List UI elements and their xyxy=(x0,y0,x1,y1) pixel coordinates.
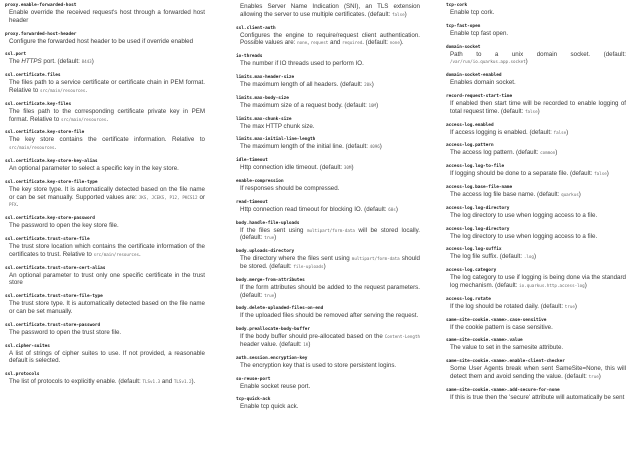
config-description xyxy=(240,143,420,151)
config-description xyxy=(450,365,626,381)
description-text: Enable override the received request's host through a forwarded host header xyxy=(9,9,205,24)
description-text: ) xyxy=(376,101,379,109)
config-description xyxy=(240,81,420,89)
description-text: An optional parameter to trust only one specific certificate in the trust store xyxy=(9,271,205,287)
config-description xyxy=(240,3,420,19)
config-entry xyxy=(446,24,626,38)
config-description xyxy=(450,51,626,67)
config-entry xyxy=(5,52,205,66)
config-entry xyxy=(446,73,626,87)
config-key: proxy.enable-forwarded-host xyxy=(5,3,77,8)
config-entry xyxy=(236,54,420,68)
config-key: access-log.category xyxy=(446,268,497,274)
description-text: If the form attributes should be added to the request parameters. (default: xyxy=(240,283,420,299)
description-text: If the log should be rotated daily. (default: xyxy=(450,302,565,310)
description-text: Path to a unix domain socket. (default: xyxy=(450,50,626,58)
description-text: The log directory to use when logging access to a file. xyxy=(450,232,598,240)
description-text: ) xyxy=(371,80,374,88)
config-entry xyxy=(446,359,626,381)
config-description xyxy=(240,102,420,110)
config-key: ssl.protocols xyxy=(5,372,40,378)
description-text: Http connection idle timeout. (default: xyxy=(240,164,344,172)
config-entry xyxy=(236,356,420,370)
config-description xyxy=(9,350,205,366)
config-description xyxy=(240,255,420,271)
description-text: The access log file base name. (default: xyxy=(450,190,562,198)
config-entry xyxy=(5,216,205,230)
description-text: . xyxy=(54,144,57,152)
config-entry xyxy=(236,397,420,411)
description-text: ) xyxy=(606,170,609,178)
config-description xyxy=(9,79,205,95)
inline-code: false xyxy=(524,108,538,114)
inline-code: TLSv1.2 xyxy=(173,379,192,385)
config-entry xyxy=(5,372,205,386)
description-text: . xyxy=(16,201,19,209)
description-text: . (default: xyxy=(362,39,390,47)
config-key: limits.max-chunk-size xyxy=(236,116,292,122)
config-entry xyxy=(5,323,205,337)
inline-code: src/main/resources xyxy=(39,87,86,93)
config-entry xyxy=(5,237,205,259)
description-text: will be stored locally. (default: xyxy=(240,226,420,242)
config-entry xyxy=(236,137,420,151)
description-text: ) xyxy=(598,372,601,380)
config-description xyxy=(240,185,420,193)
description-text: If enabled then start time will be recorded to enable logging of total request time. (default: xyxy=(450,99,626,115)
config-description xyxy=(9,329,205,337)
config-key: ssl.certificate.key-store-file-type xyxy=(5,179,98,185)
config-entry xyxy=(236,117,420,131)
config-description xyxy=(9,136,205,152)
config-description xyxy=(450,129,626,137)
config-entry xyxy=(236,306,420,320)
inline-code: none xyxy=(297,40,308,46)
config-description xyxy=(450,344,626,352)
inline-code: common xyxy=(540,150,556,156)
description-text: The log file suffix. (default: xyxy=(450,253,524,261)
config-entry xyxy=(446,297,626,311)
config-description xyxy=(450,170,626,178)
config-description xyxy=(450,30,626,38)
config-entry xyxy=(446,123,626,137)
config-entry xyxy=(5,32,205,46)
description-text: If the files sent using xyxy=(240,226,307,234)
config-key: access-log.enabled xyxy=(446,122,494,128)
config-entry xyxy=(446,338,626,352)
config-description xyxy=(240,123,420,131)
config-key: idle-timeout xyxy=(236,158,268,164)
config-entry xyxy=(446,388,626,402)
config-key: ssl.client-auth xyxy=(236,25,276,31)
description-text: The number if IO threads used to perform IO. xyxy=(240,60,364,68)
description-text: . xyxy=(139,250,141,258)
config-description xyxy=(240,383,420,391)
inline-code: quarkus xyxy=(561,191,579,197)
config-entry xyxy=(446,268,626,290)
description-text: The password to open the key store file. xyxy=(9,222,119,230)
config-key: tcp-fast-open xyxy=(446,23,481,29)
config-key: limits.max-body-size xyxy=(236,95,289,101)
description-text: The log category to use if logging is being done via the standard log mechanism. (default: xyxy=(450,274,626,289)
inline-code: 20k xyxy=(364,81,372,87)
description-text: ) xyxy=(379,143,382,151)
description-text: or xyxy=(197,193,205,201)
config-key: ssl.certificate.key-files xyxy=(5,101,72,107)
description-text: The log directory to use when logging access to a file. xyxy=(450,211,598,219)
config-description xyxy=(9,9,205,25)
config-key: ssl.cipher-suites xyxy=(5,343,50,349)
config-key: ssl.certificate.trust-store-cert-alias xyxy=(5,265,106,271)
inline-code: 4096 xyxy=(369,144,380,150)
description-text: The access log pattern. (default: xyxy=(450,149,541,157)
inline-code: file-uploads xyxy=(293,263,324,269)
description-text: The max HTTP chunk size. xyxy=(240,122,315,130)
config-key: auth.session.encryption-key xyxy=(236,355,308,361)
description-text: A list of strings of cipher suites to use. If not provided, a reasonable default is selected. xyxy=(9,349,205,365)
config-entry xyxy=(5,159,205,173)
config-key: limits.max-header-size xyxy=(236,74,295,80)
config-entry xyxy=(236,3,420,19)
inline-code: 1K xyxy=(303,341,309,347)
description-text: Enable tcp fast open. xyxy=(450,29,509,37)
config-entry xyxy=(236,26,420,48)
config-key: body.merge-from-attributes xyxy=(236,277,305,283)
description-text: ) xyxy=(584,281,587,289)
inline-code: true xyxy=(264,235,275,241)
config-entry xyxy=(5,266,205,288)
config-description xyxy=(240,312,420,320)
config-entry xyxy=(446,94,626,116)
config-description xyxy=(450,303,626,311)
inline-code: 10M xyxy=(368,102,377,108)
config-description xyxy=(9,38,205,46)
description-text: The trust store type. It is automatically detected based on the file name or can be set manually. xyxy=(9,300,205,315)
description-text: . xyxy=(106,115,109,123)
config-entry xyxy=(5,180,205,209)
inline-code: TLSv1.3 xyxy=(142,379,161,385)
description-text: The maximum length of all headers. (default: xyxy=(240,80,365,88)
config-description xyxy=(450,324,626,332)
inline-code: 30M xyxy=(343,165,352,171)
description-text: Configures the engine to require/request client authentication. Possible values are: xyxy=(240,31,420,47)
config-key: tcp-quick-ack xyxy=(236,397,271,403)
inline-code: false xyxy=(553,129,567,135)
inline-code: multipart/form-data xyxy=(351,256,400,262)
inline-code: false xyxy=(594,171,607,177)
inline-code: true xyxy=(588,373,599,379)
inline-code: true xyxy=(564,303,575,309)
description-text: ) xyxy=(525,58,528,66)
config-key: ssl.certificate.key-store-password xyxy=(5,216,95,222)
description-text: and xyxy=(328,39,343,47)
config-key: ssl.certificate.trust-store-file-type xyxy=(5,294,103,300)
config-description xyxy=(450,253,626,261)
description-text: should be stored. (default: xyxy=(240,255,421,270)
config-entry xyxy=(236,179,420,193)
inline-code: src/main/resources xyxy=(9,145,55,151)
description-text: The list of protocols to explicitly enable. (default: xyxy=(9,378,143,386)
config-entry xyxy=(236,221,420,243)
config-description xyxy=(450,149,626,157)
description-text: If this is true then the 'secure' attribute will automatically be sent xyxy=(450,393,625,401)
config-entry xyxy=(236,377,420,391)
config-description xyxy=(240,164,420,172)
config-key: ssl.certificate.trust-store-file xyxy=(5,236,90,242)
config-key: same-site-cookie.<name>.add-secure-for-none xyxy=(446,387,560,393)
config-key: limits.max-initial-line-length xyxy=(236,137,316,143)
description-text: Some User Agents break when sent SameSite=None, this will detect them and avoid sending the value. (default: xyxy=(450,365,626,380)
config-entry xyxy=(5,102,205,124)
description-text: ) xyxy=(395,205,398,213)
config-entry xyxy=(236,158,420,172)
description-text: ) xyxy=(274,291,277,299)
description-text: ) xyxy=(274,234,277,242)
description-text: Http connection read timeout for blocking IO. (default: xyxy=(240,205,389,213)
description-text: An optional parameter to select a specific key in the key store. xyxy=(9,164,179,172)
description-text: ) xyxy=(351,164,354,172)
config-key: proxy.forwarded-host-header xyxy=(5,31,77,37)
column-left xyxy=(5,3,205,393)
inline-code: .log xyxy=(523,254,534,260)
inline-code: Content-Length xyxy=(384,334,420,340)
description-text: The files path to the corresponding certificate private key in PEM format. Relative to xyxy=(9,107,205,123)
description-text: ) xyxy=(533,253,536,261)
config-key: ssl.certificate.files xyxy=(5,73,61,79)
config-key: body.delete-uploaded-files-on-end xyxy=(236,306,324,312)
config-description xyxy=(240,227,420,243)
config-entry xyxy=(446,247,626,261)
config-key: domain-socket-enabled xyxy=(446,73,502,79)
inline-code: src/main/resources xyxy=(60,116,107,122)
description-text: If the cookie pattern is case sensitive. xyxy=(450,323,553,331)
description-text: , xyxy=(307,39,311,47)
config-description xyxy=(9,272,205,288)
description-text: Enable tcp cork. xyxy=(450,9,495,16)
config-description xyxy=(450,212,626,220)
inline-code: PFX xyxy=(9,202,17,208)
config-description xyxy=(9,378,205,386)
config-entry xyxy=(236,249,420,271)
column-right xyxy=(446,3,626,409)
description-text: If access logging is enabled. (default: xyxy=(450,128,554,136)
config-entry xyxy=(446,185,626,199)
inline-code: io.quarkus.http.access-log xyxy=(519,282,585,288)
config-key: body.preallocate-body-buffer xyxy=(236,327,311,333)
inline-code: multipart/form-data xyxy=(306,227,355,233)
description-text: The value to set in the samesite attribute. xyxy=(450,344,564,352)
config-description xyxy=(9,186,205,209)
config-entry xyxy=(5,3,205,25)
description-text: ) xyxy=(91,58,94,66)
description-text: If responses should be compressed. xyxy=(240,184,340,192)
description-text: ) xyxy=(566,128,569,136)
description-text: ) xyxy=(555,149,558,157)
config-key: enable-compression xyxy=(236,178,284,184)
description-text: Enable socket reuse port. xyxy=(240,382,311,390)
config-key: access-log.pattern xyxy=(446,143,494,149)
config-description xyxy=(450,233,626,241)
inline-code: request xyxy=(310,40,329,46)
config-entry xyxy=(446,164,626,178)
config-entry xyxy=(236,75,420,89)
description-text: The xyxy=(9,58,22,66)
inline-code: false xyxy=(392,11,405,17)
description-text: The key store contains the certificate information. Relative to xyxy=(9,136,205,144)
description-text: The directory where the files sent using xyxy=(240,255,352,263)
config-description xyxy=(9,165,205,173)
config-key: record-request-start-time xyxy=(446,93,513,99)
config-key: access-log.base-file-name xyxy=(446,184,513,190)
description-text: The key store type. It is automatically detected based on the file name or can be set manually. Supported values are: xyxy=(9,185,205,201)
config-key: access-log.log-suffix xyxy=(446,247,502,253)
description-text: ) xyxy=(308,340,311,348)
description-text: and xyxy=(160,378,174,386)
config-key: ssl.port xyxy=(5,52,27,58)
config-key: same-site-cookie.<name>.enable-client-checker xyxy=(446,359,565,365)
config-key: access-log.rotate xyxy=(446,296,491,302)
config-key: same-site-cookie.<name>.case-sensitive xyxy=(446,317,547,323)
config-entry xyxy=(236,200,420,214)
column-middle xyxy=(236,3,420,418)
config-entry xyxy=(236,327,420,349)
config-description xyxy=(9,108,205,124)
description-text: ) xyxy=(574,302,577,310)
config-description xyxy=(450,274,626,290)
description-text: header value. (default: xyxy=(240,340,304,348)
config-entry xyxy=(236,278,420,300)
description-text: The encryption key that is used to store persistent logins. xyxy=(240,361,397,369)
description-text: Enables domain socket. xyxy=(450,79,516,87)
description-text: port. (default: xyxy=(41,58,82,66)
config-key: access-log.log-to-file xyxy=(446,164,505,170)
inline-code: src/main/resources xyxy=(93,251,139,257)
description-text: ) xyxy=(578,190,581,198)
inline-code: required xyxy=(342,40,363,46)
description-text: Enable tcp quick ack. xyxy=(240,403,299,411)
config-description xyxy=(9,300,205,316)
description-text: . xyxy=(85,86,88,94)
config-key: body.uploads-directory xyxy=(236,249,295,255)
config-entry xyxy=(446,3,626,17)
config-key: access-log.log-directory xyxy=(446,205,510,211)
config-description xyxy=(240,32,420,48)
config-key: read-timeout xyxy=(236,199,268,205)
config-entry xyxy=(5,130,205,152)
description-text: The files path to a service certificate or certificate chain in PEM format. Relative to xyxy=(9,79,205,94)
config-description xyxy=(240,333,420,349)
config-entry xyxy=(446,227,626,241)
description-text: ) xyxy=(537,107,540,115)
description-text: If the uploaded files should be removed after serving the request. xyxy=(240,312,419,320)
description-text: The maximum length of the initial line. (default: xyxy=(240,143,370,151)
config-key: same-site-cookie.<name>.value xyxy=(446,338,523,344)
config-description xyxy=(450,9,626,17)
config-key: so-reuse-port xyxy=(236,376,271,382)
description-text: HTTPS xyxy=(21,58,42,66)
config-entry xyxy=(5,294,205,316)
config-key: io-threads xyxy=(236,54,263,60)
config-entry xyxy=(446,45,626,67)
description-text: ) xyxy=(404,10,407,18)
inline-code: none xyxy=(389,40,400,46)
description-text: ) xyxy=(323,262,326,270)
description-text: Enables Server Name Indication (SNI), an TLS extension allowing the server to use multiple certificates. (default: xyxy=(240,3,420,18)
config-entry xyxy=(236,96,420,110)
config-description xyxy=(9,222,205,230)
config-key: tcp-cork xyxy=(446,3,468,8)
config-entry xyxy=(446,206,626,220)
config-description xyxy=(450,79,626,87)
config-key: access-log.log-directory xyxy=(446,226,510,232)
config-entry xyxy=(5,73,205,95)
config-description xyxy=(240,403,420,411)
config-key: ssl.certificate.trust-store-password xyxy=(5,322,101,328)
config-description xyxy=(9,243,205,259)
config-description xyxy=(240,362,420,370)
config-key: body.handle-file-uploads xyxy=(236,220,300,226)
inline-code: true xyxy=(264,292,275,298)
inline-code: 60s xyxy=(388,206,396,212)
config-description xyxy=(240,206,420,214)
inline-code: 8443 xyxy=(81,59,92,65)
config-entry xyxy=(446,318,626,332)
config-description xyxy=(240,284,420,300)
config-description xyxy=(240,60,420,68)
inline-code: /var/run/io.quarkus.app.socket xyxy=(450,59,526,65)
description-text: If the body buffer should pre-allocated based on the xyxy=(240,333,385,341)
config-key: ssl.certificate.key-store-key-alias xyxy=(5,158,98,164)
description-text: Configure the forwarded host header to be used if override enabled xyxy=(9,37,194,45)
inline-code: JKS, JCEKS, P12, PKCS12 xyxy=(138,194,198,200)
config-description xyxy=(450,394,626,402)
config-description xyxy=(9,58,205,66)
description-text: ). xyxy=(399,39,404,47)
description-text: ). xyxy=(191,378,196,386)
description-text: The trust store location which contains the certificate information of the certificates to trust. Relative to xyxy=(9,242,205,258)
description-text: If logging should be done to a separate file. (default: xyxy=(450,170,595,178)
config-description xyxy=(450,100,626,116)
description-text: The password to open the trust store file. xyxy=(9,328,122,336)
config-entry xyxy=(5,344,205,366)
config-description xyxy=(450,191,626,199)
description-text: The maximum size of a request body. (default: xyxy=(240,101,369,109)
config-key: ssl.certificate.key-store-file xyxy=(5,130,85,136)
config-key: domain-socket xyxy=(446,44,481,50)
config-entry xyxy=(446,143,626,157)
